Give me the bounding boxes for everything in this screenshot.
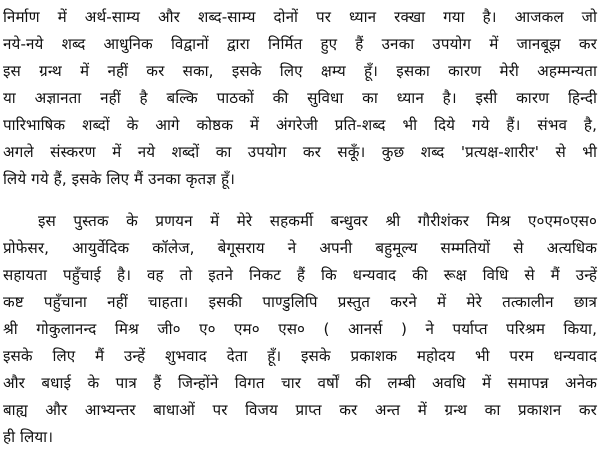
paragraph-1	[3, 4, 597, 193]
text-line: कष्ट पहुँचाना नहीं चाहता। इसकी पाण्डुलिपि प्रस्तुत करने में मेरे तत्कालीन छात्र	[3, 293, 597, 311]
text-line: इस पुस्तक के प्रणयन में मेरे सहकर्मी बन्धुवर श्री गौरीशंकर मिश्र ए०एम०एस०	[38, 212, 597, 230]
text-line: प्रोफेसर, आयुर्वेदिक कॉलेज, बेगूसराय ने अपनी बहुमूल्य सम्मतियों से अत्यधिक	[3, 239, 597, 257]
text-line: बाह्य और आभ्यन्तर बाधाओं पर विजय प्राप्त कर अन्त में ग्रन्थ का प्रकाशन कर	[3, 401, 597, 419]
text-line: या अज्ञानता नहीं है बल्कि पाठकों की सुविधा का ध्यान है। इसी कारण हिन्दी	[3, 89, 597, 107]
text-line: अगले संस्करण में नये शब्दों का उपयोग कर सकूँ। कुछ शब्द 'प्रत्यक्ष-शारीर' से भी	[3, 143, 597, 161]
text-line: इसके लिए मैं उन्हें शुभवाद देता हूँ। इसके प्रकाशक महोदय भी परम धन्यवाद	[3, 347, 597, 365]
text-line: पारिभाषिक शब्दों के आगे कोष्ठक में अंगरेजी प्रति-शब्द भी दिये गये हैं। संभव है,	[3, 116, 597, 134]
paragraph-2	[3, 208, 597, 451]
text-line: इस ग्रन्थ में नहीं कर सका, इसके लिए क्षम्य हूँ। इसका कारण मेरी अहम्मन्यता	[3, 62, 597, 80]
text-line: और बधाई के पात्र हैं जिन्होंने विगत चार वर्षों की लम्बी अवधि में समापन्न अनेक	[3, 374, 597, 392]
text-line: नये-नये शब्द आधुनिक विद्वानों द्वारा निर्मित हुए हैं उनका उपयोग में जानबूझ कर	[3, 35, 597, 53]
text-line: श्री गोकुलानन्द मिश्र जी० ए० एम० एस० ( आनर्स ) ने पर्याप्त परिश्रम किया,	[3, 320, 597, 338]
text-line: ही लिया।	[3, 428, 54, 446]
text-line: लिये गये हैं, इसके लिए मैं उनका कृतज्ञ हूँ।	[3, 170, 236, 188]
text-line: सहायता पहुँचाई है। वह तो इतने निकट हैं कि धन्यवाद की रूक्ष विधि से मैं उन्हें	[3, 266, 597, 284]
text-line: निर्माण में अर्थ-साम्य और शब्द-साम्य दोनों पर ध्यान रक्खा गया है। आजकल जो	[3, 8, 597, 26]
